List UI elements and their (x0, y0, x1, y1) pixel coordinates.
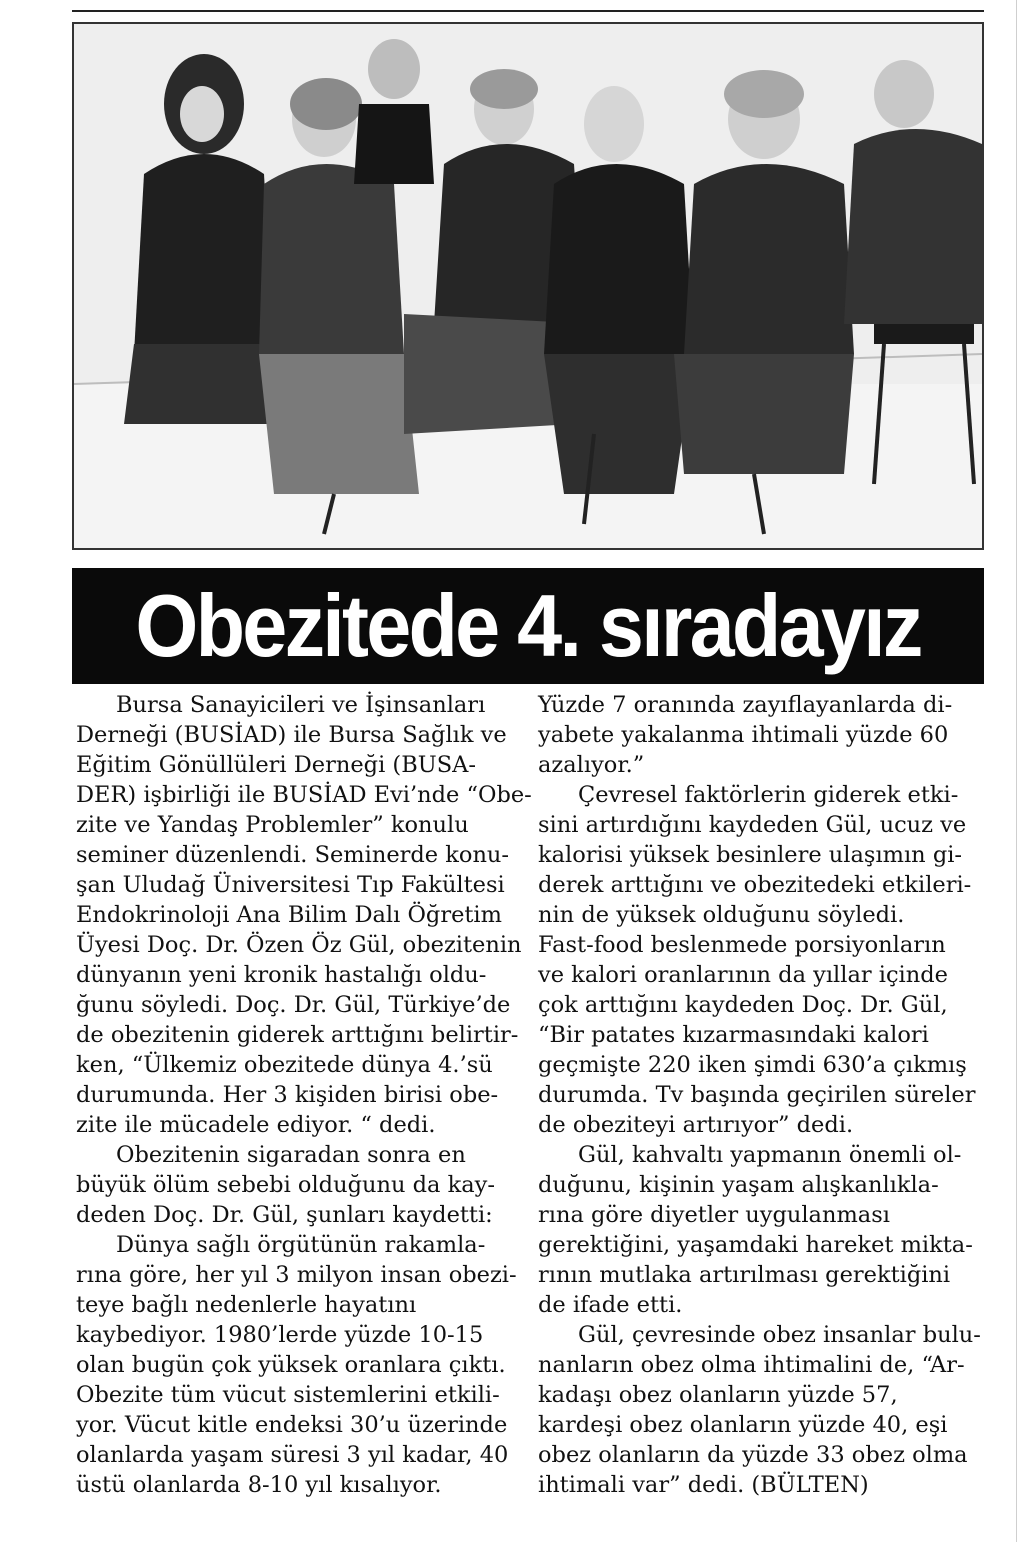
article-line: Yüzde 7 oranında zayıflayanlarda di- (538, 692, 953, 718)
article-line: seminer düzenlendi. Seminerde konu- (76, 842, 510, 868)
article-line: DER) işbirliği ile BUSİAD Evi’nde “Obe- (76, 782, 532, 808)
article-line: Dünya sağlı örgütünün rakamla- (116, 1232, 486, 1258)
article-line: kardeşi obez olanların yüzde 40, eşi (538, 1412, 948, 1438)
article-line: derek arttığını ve obezitedeki etkileri- (538, 872, 972, 898)
article-line: durumunda. Her 3 kişiden birisi obe- (76, 1082, 499, 1108)
article-line: teye bağlı nedenlerle hayatını (76, 1292, 417, 1318)
article-line: Derneği (BUSİAD) ile Bursa Sağlık ve (76, 722, 507, 748)
article-line: de ifade etti. (538, 1292, 683, 1318)
article-line: nin de yüksek olduğunu söyledi. (538, 902, 905, 928)
article-line: ğunu söyledi. Doç. Dr. Gül, Türkiye’de (76, 992, 511, 1018)
article-line: rına göre, her yıl 3 milyon insan obezi- (76, 1262, 517, 1288)
headline-bar (72, 568, 984, 684)
article-line: Obezitenin sigaradan sonra en (116, 1142, 466, 1168)
article-line: dünyanın yeni kronik hastalığı oldu- (76, 962, 487, 988)
article-line: üstü olanlarda 8-10 yıl kısalıyor. (76, 1472, 442, 1498)
article-line: gerektiğini, yaşamdaki hareket mikta- (538, 1232, 973, 1258)
seminar-audience-photo (74, 24, 982, 548)
article-line: çok arttığını kaydeden Doç. Dr. Gül, (538, 992, 948, 1018)
article-line: Eğitim Gönüllüleri Derneği (BUSA- (76, 752, 476, 778)
article-left-column (76, 690, 532, 1500)
article-line: şan Uludağ Üniversitesi Tıp Fakültesi (76, 872, 505, 898)
article-line: kaybediyor. 1980’lerde yüzde 10-15 (76, 1322, 484, 1348)
article-line: Bursa Sanayicileri ve İşinsanları (116, 692, 486, 718)
article-line: yabete yakalanma ihtimali yüzde 60 (538, 722, 949, 748)
article-line: obez olanların da yüzde 33 obez olma (538, 1442, 968, 1468)
article-line: Obezite tüm vücut sistemlerini etkili- (76, 1382, 500, 1408)
article-line: zite ve Yandaş Problemler” konulu (76, 812, 469, 838)
article-photo (72, 22, 984, 550)
article-line: büyük ölüm sebebi olduğunu da kay- (76, 1172, 495, 1198)
article-line: durumda. Tv başında geçirilen süreler (538, 1082, 976, 1108)
article-line: olanlarda yaşam süresi 3 yıl kadar, 40 (76, 1442, 509, 1468)
article-line: zite ile mücadele ediyor. “ dedi. (76, 1112, 436, 1138)
article-line: ve kalori oranlarının da yıllar içinde (538, 962, 948, 988)
article-line: Gül, çevresinde obez insanlar bulu- (578, 1322, 981, 1348)
article-line: kalorisi yüksek besinlere ulaşımın gi- (538, 842, 963, 868)
article-line: Fast-food beslenmede porsiyonların (538, 932, 946, 958)
article-line: nanların obez olma ihtimalini de, “Ar- (538, 1352, 965, 1378)
article-line: geçmişte 220 iken şimdi 630’a çıkmış (538, 1052, 967, 1078)
article-line: yor. Vücut kitle endeksi 30’u üzerinde (76, 1412, 508, 1438)
article-line: “Bir patates kızarmasındaki kalori (538, 1022, 929, 1048)
article-line: rının mutlaka artırılması gerektiğini (538, 1262, 951, 1288)
article-line: Üyesi Doç. Dr. Özen Öz Gül, obezitenin (76, 932, 522, 958)
article-line: ken, “Ülkemiz obezitede dünya 4.’sü (76, 1052, 493, 1078)
article-line: deden Doç. Dr. Gül, şunları kaydetti: (76, 1202, 493, 1228)
article-line: Endokrinoloji Ana Bilim Dalı Öğretim (76, 902, 502, 928)
page-edge-rule (1016, 0, 1017, 1542)
article-line: Çevresel faktörlerin giderek etki- (578, 782, 959, 808)
article-line: sini artırdığını kaydeden Gül, ucuz ve (538, 812, 967, 838)
article-line: azalıyor.” (538, 752, 645, 778)
article-line: kadaşı obez olanların yüzde 57, (538, 1382, 898, 1408)
article-line: rına göre diyetler uygulanması (538, 1202, 890, 1228)
article-right-column (538, 690, 981, 1500)
article-line: Gül, kahvaltı yapmanın önemli ol- (578, 1142, 962, 1168)
article-line: olan bugün çok yüksek oranlara çıktı. (76, 1352, 506, 1378)
headline: Obezitede 4. sıradayız (135, 576, 921, 675)
article-line: duğunu, kişinin yaşam alışkanlıkla- (538, 1172, 939, 1198)
article-line: de obezitenin giderek arttığını belirtir- (76, 1022, 519, 1048)
article-line: ihtimali var” dedi. (BÜLTEN) (538, 1472, 869, 1498)
article-line: de obeziteyi artırıyor” dedi. (538, 1112, 854, 1138)
top-rule (72, 10, 984, 12)
